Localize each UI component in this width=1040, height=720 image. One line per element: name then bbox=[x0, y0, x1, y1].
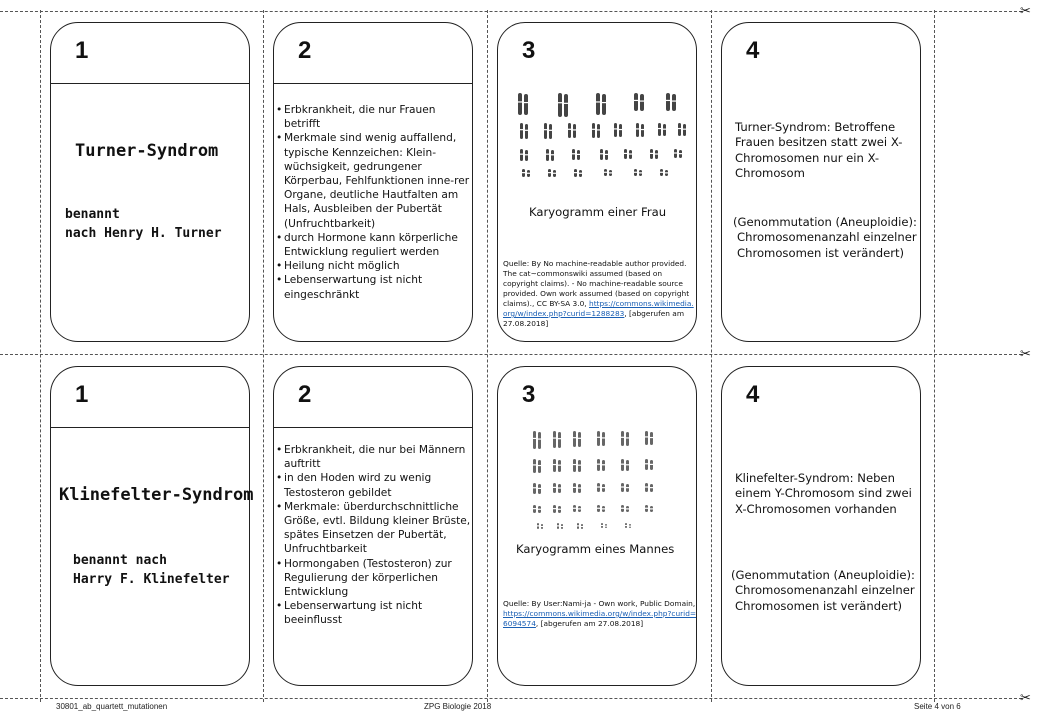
syndrome-title: Turner-Syndrom bbox=[75, 141, 219, 161]
card-divider bbox=[51, 83, 249, 84]
list-item: • durch Hormone kann körperliche Entwicklung reguliert werden bbox=[276, 231, 472, 259]
card-name bbox=[50, 366, 254, 686]
named-after: benannt nach Harry F. Klinefelter bbox=[73, 553, 230, 587]
card-symptoms bbox=[273, 366, 473, 686]
list-item: • Merkmale sind wenig auffallend, typische Kennzeichen: Klein-wüchsigkeit, gedrungener Körperbau, Fehlfunktionen inne-rer Organe, deutliche Hautfalten am Hals, Ausbleiben der Pubertät (Unfruchtbarkeit) bbox=[276, 131, 472, 230]
image-caption: Karyogramm einer Frau bbox=[529, 205, 667, 219]
card-symptoms bbox=[273, 22, 473, 342]
list-item: • Erbkrankheit, die nur Frauen betrifft bbox=[276, 103, 472, 131]
list-item: • Lebenserwartung ist nicht eingeschränkt bbox=[276, 273, 472, 301]
card-karyogram bbox=[497, 22, 697, 342]
cut-line-vertical bbox=[263, 10, 264, 702]
card-number: 3 bbox=[522, 381, 536, 408]
footer-filename: 30801_ab_quartett_mutationen bbox=[56, 702, 168, 711]
card-number: 2 bbox=[298, 37, 312, 64]
list-item: • Hormongaben (Testosteron) zur Regulierung der körperlichen Entwicklung bbox=[276, 557, 474, 600]
card-number: 3 bbox=[522, 37, 536, 64]
karyogram-image bbox=[527, 427, 673, 539]
source-link[interactable]: https://commons.wikimedia.org/w/index.php?curid=6094574 bbox=[503, 609, 697, 628]
cut-line-vertical bbox=[934, 10, 935, 702]
card-karyogram bbox=[497, 366, 697, 686]
card-number: 2 bbox=[298, 381, 312, 408]
syndrome-title: Klinefelter-Syndrom bbox=[59, 485, 254, 505]
list-item: • Heilung nicht möglich bbox=[276, 259, 472, 273]
scissors-icon: ✂ bbox=[1020, 691, 1031, 706]
cut-line-vertical bbox=[711, 10, 712, 702]
cause-text: Turner-Syndrom: Betroffene Frauen besitzen statt zwei X-Chromosomen nur ein X-Chromosom bbox=[735, 120, 903, 181]
scissors-icon: ✂ bbox=[1020, 4, 1031, 19]
card-number: 1 bbox=[75, 381, 89, 408]
card-cause bbox=[721, 22, 921, 342]
footer-page: Seite 4 von 6 bbox=[914, 702, 961, 711]
karyogram-image bbox=[510, 87, 690, 197]
named-after: benannt nach Henry H. Turner bbox=[65, 207, 222, 241]
mutation-type: (Genommutation (Aneuploidie): Chromosomenanzahl einzelner Chromosomen ist verändert) bbox=[731, 568, 915, 613]
list-item: • in den Hoden wird zu wenig Testosteron gebildet bbox=[276, 471, 474, 499]
card-divider bbox=[51, 427, 249, 428]
card-number: 4 bbox=[746, 381, 760, 408]
scissors-icon: ✂ bbox=[1020, 347, 1031, 362]
image-caption: Karyogramm eines Mannes bbox=[516, 542, 675, 556]
card-cause bbox=[721, 366, 921, 686]
image-source: Quelle: By User:Nami-ja - Own work, Public Domain, https://commons.wikimedia.org/w/index.php?curid=6094574, [abgerufen am 27.08.2018] bbox=[503, 599, 697, 628]
card-name bbox=[50, 22, 250, 342]
list-item: • Lebenserwartung ist nicht beeinflusst bbox=[276, 599, 474, 627]
image-source: Quelle: By No machine-readable author provided. The cat~commonswiki assumed (based on copyright claims). - No machine-readable source provided. Own work assumed (based on copyright claims)., CC BY-SA 3.0, https://commons.wikimedia.org/w/index.php?curid=1288283, [abgerufen am 27.08.2018] bbox=[503, 259, 694, 328]
list-item: • Erbkrankheit, die nur bei Männern auftritt bbox=[276, 443, 474, 471]
cut-line-bottom bbox=[0, 698, 1022, 699]
footer-center: ZPG Biologie 2018 bbox=[424, 702, 492, 711]
symptom-list bbox=[276, 103, 472, 302]
cut-line-vertical bbox=[40, 10, 41, 702]
cause-text: Klinefelter-Syndrom: Neben einem Y-Chromosom sind zwei X-Chromosomen vorhanden bbox=[735, 471, 912, 516]
mutation-type: (Genommutation (Aneuploidie): Chromosomenanzahl einzelner Chromosomen ist verändert) bbox=[733, 215, 917, 260]
symptom-list bbox=[276, 443, 474, 628]
card-divider bbox=[274, 427, 472, 428]
card-divider bbox=[274, 83, 472, 84]
source-link[interactable]: https://commons.wikimedia.org/w/index.php?curid=1288283 bbox=[503, 299, 694, 318]
cut-line-top bbox=[0, 11, 1022, 12]
cut-line-middle bbox=[0, 354, 1022, 355]
list-item: • Merkmale: überdurchschnittliche Größe, evtl. Bildung kleiner Brüste, spätes Einsetzen der Pubertät, Unfruchtbarkeit bbox=[276, 500, 474, 557]
card-number: 4 bbox=[746, 37, 760, 64]
card-number: 1 bbox=[75, 37, 89, 64]
cut-line-vertical bbox=[487, 10, 488, 702]
